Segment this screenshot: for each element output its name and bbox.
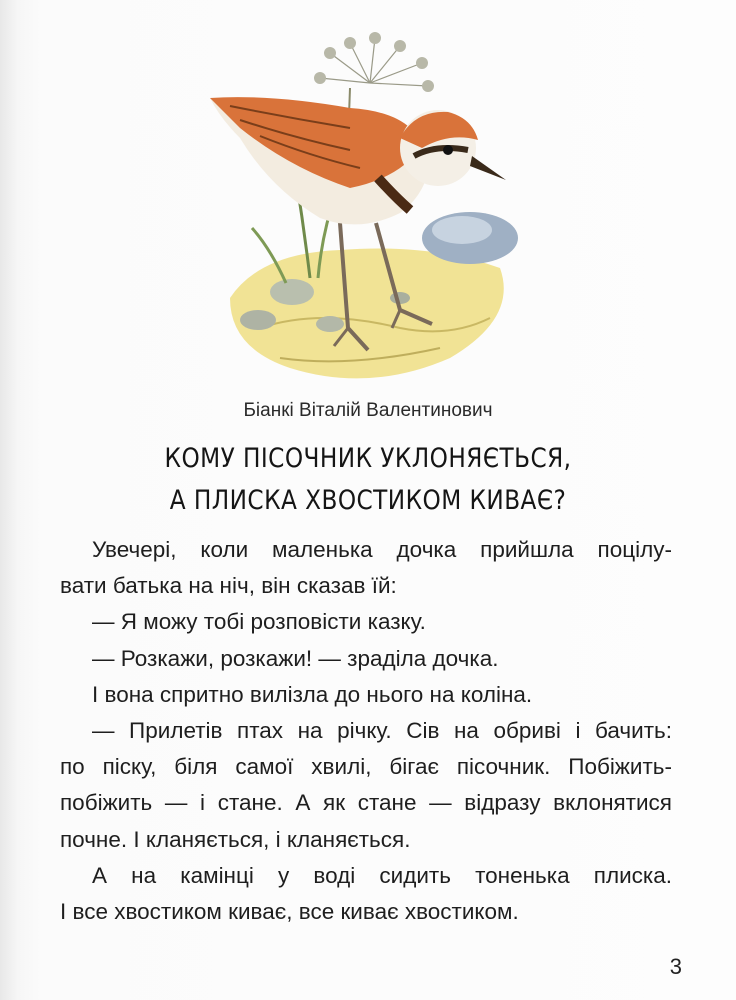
text-line: по піску, біля самої хвилі, бігає пісочник. Побіжить-	[60, 754, 672, 780]
text-line: — Розкажи, розкажи! — зраділа дочка.	[92, 645, 499, 671]
title-line-1: КОМУ ПІСОЧНИК УКЛОНЯЄТЬСЯ,	[164, 443, 572, 474]
text-line: почне. І кланяється, і кланяється.	[60, 826, 411, 852]
text-line: Увечері, коли маленька дочка прийшла поцілу-	[92, 537, 672, 562]
text-line: вати батька на ніч, він сказав їй:	[60, 573, 397, 599]
text-line: побіжить — і стане. А як стане — відразу вклонятися	[60, 790, 672, 816]
text-line: — Я можу тобі розповісти казку.	[92, 609, 426, 635]
title-line-2: А ПЛИСКА ХВОСТИКОМ КИВАЄ?	[169, 485, 567, 516]
story-title	[52, 438, 685, 522]
page-number: 3	[669, 954, 682, 979]
text-line: А на камінці у воді сидить тоненька плиска.	[92, 862, 672, 888]
story-text	[60, 532, 672, 930]
author-name: Біанкі Віталій Валентинович	[243, 400, 493, 421]
text-line: І все хвостиком киває, все киває хвостиком.	[60, 899, 519, 925]
text-line: — Прилетів птах на річку. Сів на обриві і бачить:	[92, 718, 672, 744]
sandpiper-bird-icon	[200, 28, 530, 398]
text-line: І вона спритно вилізла до нього на коліна.	[92, 681, 533, 707]
